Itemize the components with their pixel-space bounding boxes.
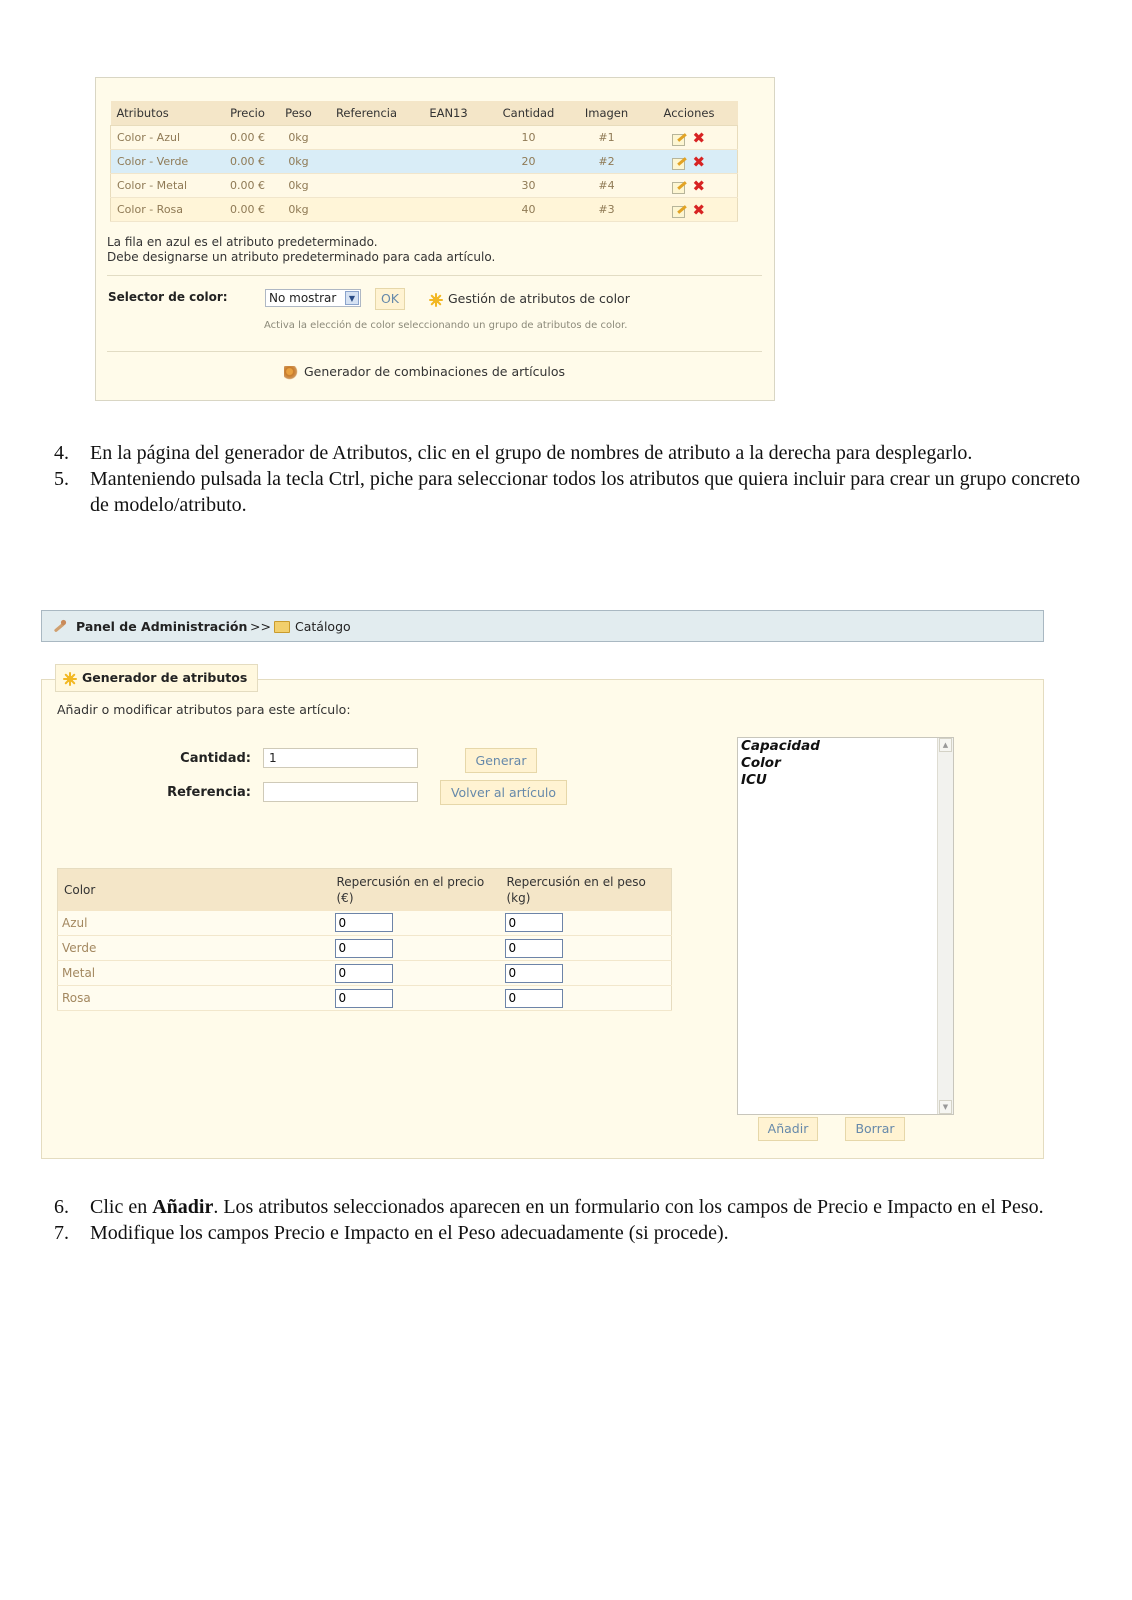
col-header-color: Color (58, 869, 331, 911)
attr-image: #2 (573, 149, 641, 173)
weight-impact-input[interactable] (505, 913, 563, 932)
color-selector-label: Selector de color: (108, 290, 228, 304)
divider (107, 275, 762, 276)
attr-reference (321, 149, 413, 173)
color-name: Metal (58, 961, 331, 986)
list-item (54, 1220, 1094, 1246)
combinations-screenshot (95, 77, 775, 401)
delete-icon[interactable]: ✖ (692, 152, 706, 171)
color-name: Verde (58, 936, 331, 961)
attr-actions (641, 125, 738, 149)
generate-button[interactable]: Generar (465, 748, 537, 773)
col-header: Imagen (573, 101, 641, 125)
delete-icon[interactable]: ✖ (692, 128, 706, 147)
breadcrumb (41, 610, 1044, 642)
attr-price: 0.00 € (219, 197, 277, 221)
table-header-row (111, 101, 738, 125)
attr-price: 0.00 € (219, 125, 277, 149)
attribute-group-option[interactable]: Color (741, 755, 781, 771)
add-button[interactable]: Añadir (758, 1117, 818, 1141)
attribute-group-option[interactable]: Capacidad (741, 738, 820, 754)
attr-quantity: 40 (485, 197, 573, 221)
step-text: . Los atributos seleccionados aparecen en un formulario con los campos de Precio e Impacto en el Peso. (213, 1196, 1044, 1218)
col-header: Cantidad (485, 101, 573, 125)
attr-ean13 (413, 149, 485, 173)
table-row-default[interactable] (111, 149, 738, 173)
col-header-price-impact: Repercusión en el precio (€) (331, 869, 501, 911)
step-bold-term: Añadir (152, 1196, 214, 1218)
default-row-note: La fila en azul es el atributo predeterminado. (107, 235, 378, 249)
attr-price: 0.00 € (219, 149, 277, 173)
attr-name: Color - Rosa (111, 197, 219, 221)
col-header: Acciones (641, 101, 738, 125)
col-header: EAN13 (413, 101, 485, 125)
col-header: Precio (219, 101, 277, 125)
tab-title: Generador de atributos (82, 670, 248, 685)
table-row (58, 961, 672, 986)
color-selector-dropdown[interactable] (265, 289, 361, 307)
attr-image: #4 (573, 173, 641, 197)
edit-icon[interactable] (672, 156, 686, 168)
color-name: Azul (58, 911, 331, 936)
quantity-input[interactable]: 1 (263, 748, 418, 768)
attributes-table (110, 101, 738, 222)
combination-generator-link[interactable] (284, 364, 565, 380)
steps-list-a (54, 440, 1094, 518)
table-row (58, 911, 672, 936)
color-name: Rosa (58, 986, 331, 1011)
generator-subtitle: Añadir o modificar atributos para este artículo: (57, 702, 351, 717)
list-item (54, 1194, 1094, 1220)
back-to-product-button[interactable]: Volver al artículo (440, 780, 567, 805)
col-header-weight-impact: Repercusión en el peso (kg) (501, 869, 672, 911)
attr-ean13 (413, 197, 485, 221)
table-row[interactable] (111, 173, 738, 197)
ok-button[interactable]: OK (375, 288, 405, 310)
attr-quantity: 30 (485, 173, 573, 197)
step-text: En la página del generador de Atributos, clic en el grupo de nombres de atributo a la derecha para desplegarlo. (90, 442, 973, 464)
steps-list-b (54, 1194, 1094, 1246)
step-text: Clic en (90, 1196, 153, 1218)
attr-weight: 0kg (277, 173, 321, 197)
breadcrumb-separator: >> (250, 619, 271, 634)
weight-impact-input[interactable] (505, 964, 563, 983)
folder-icon (274, 621, 290, 633)
col-header: Atributos (111, 101, 219, 125)
attribute-group-option[interactable]: ICU (741, 772, 767, 788)
edit-icon[interactable] (672, 204, 686, 216)
attr-ean13 (413, 173, 485, 197)
divider (107, 351, 762, 352)
step-text: Modifique los campos Precio e Impacto en el Peso adecuadamente (si procede). (90, 1222, 729, 1244)
price-impact-input[interactable] (335, 939, 393, 958)
col-header: Referencia (321, 101, 413, 125)
step-number: 4. (54, 442, 69, 464)
step-number: 7. (54, 1222, 69, 1244)
weight-impact-input[interactable] (505, 989, 563, 1008)
attr-actions (641, 173, 738, 197)
delete-button[interactable]: Borrar (845, 1117, 905, 1141)
list-item (54, 466, 1094, 518)
listbox-scrollbar[interactable] (937, 738, 953, 1114)
reference-label: Referencia: (167, 785, 251, 800)
delete-icon[interactable]: ✖ (692, 176, 706, 195)
attr-price: 0.00 € (219, 173, 277, 197)
color-management-link[interactable] (428, 291, 630, 308)
combination-generator-label: Generador de combinaciones de artículos (304, 364, 566, 379)
attr-image: #1 (573, 125, 641, 149)
wrench-icon (50, 618, 68, 636)
quantity-label: Cantidad: (180, 751, 251, 766)
attribute-group-listbox[interactable] (737, 737, 954, 1115)
step-number: 6. (54, 1196, 69, 1218)
attr-actions (641, 149, 738, 173)
edit-icon[interactable] (672, 132, 686, 144)
attr-weight: 0kg (277, 125, 321, 149)
attr-reference (321, 125, 413, 149)
star-icon (428, 292, 444, 308)
step-text: Manteniendo pulsada la tecla Ctrl, piche para seleccionar todos los atributos que quiera incluir para crear un grupo concreto de modelo/atributo. (90, 468, 1081, 516)
star-icon (62, 671, 78, 687)
attr-ean13 (413, 125, 485, 149)
attr-name: Color - Verde (111, 149, 219, 173)
attr-name: Color - Azul (111, 125, 219, 149)
attr-actions (641, 197, 738, 221)
color-management-label: Gestión de atributos de color (447, 291, 630, 306)
attribute-impact-table (57, 868, 672, 1011)
table-row[interactable] (111, 125, 738, 149)
breadcrumb-admin-panel[interactable]: Panel de Administración (76, 619, 248, 634)
attr-quantity: 20 (485, 149, 573, 173)
attr-quantity: 10 (485, 125, 573, 149)
price-impact-input[interactable] (335, 989, 393, 1008)
attr-reference (321, 173, 413, 197)
scroll-up-icon[interactable]: ▲ (939, 738, 952, 752)
attr-reference (321, 197, 413, 221)
weight-impact-input[interactable] (505, 939, 563, 958)
price-impact-input[interactable] (335, 913, 393, 932)
color-selector-value: No mostrar (269, 291, 337, 305)
table-row[interactable] (111, 197, 738, 221)
scroll-down-icon[interactable]: ▼ (939, 1100, 952, 1114)
default-row-note-2: Debe designarse un atributo predeterminado para cada artículo. (107, 250, 496, 264)
color-selector-hint: Activa la elección de color seleccionando un grupo de atributos de color. (264, 320, 628, 331)
attr-weight: 0kg (277, 149, 321, 173)
attribute-generator-tab (55, 664, 258, 692)
table-header-row (58, 869, 672, 911)
reference-input[interactable] (263, 782, 418, 802)
price-impact-input[interactable] (335, 964, 393, 983)
attr-name: Color - Metal (111, 173, 219, 197)
delete-icon[interactable]: ✖ (692, 200, 706, 219)
step-number: 5. (54, 468, 69, 490)
attr-weight: 0kg (277, 197, 321, 221)
col-header: Peso (277, 101, 321, 125)
table-row (58, 936, 672, 961)
attr-image: #3 (573, 197, 641, 221)
list-item (54, 440, 1094, 466)
palette-icon (284, 366, 300, 380)
table-row (58, 986, 672, 1011)
breadcrumb-catalog[interactable]: Catálogo (295, 619, 351, 634)
chevron-down-icon[interactable]: ▼ (345, 291, 359, 305)
edit-icon[interactable] (672, 180, 686, 192)
